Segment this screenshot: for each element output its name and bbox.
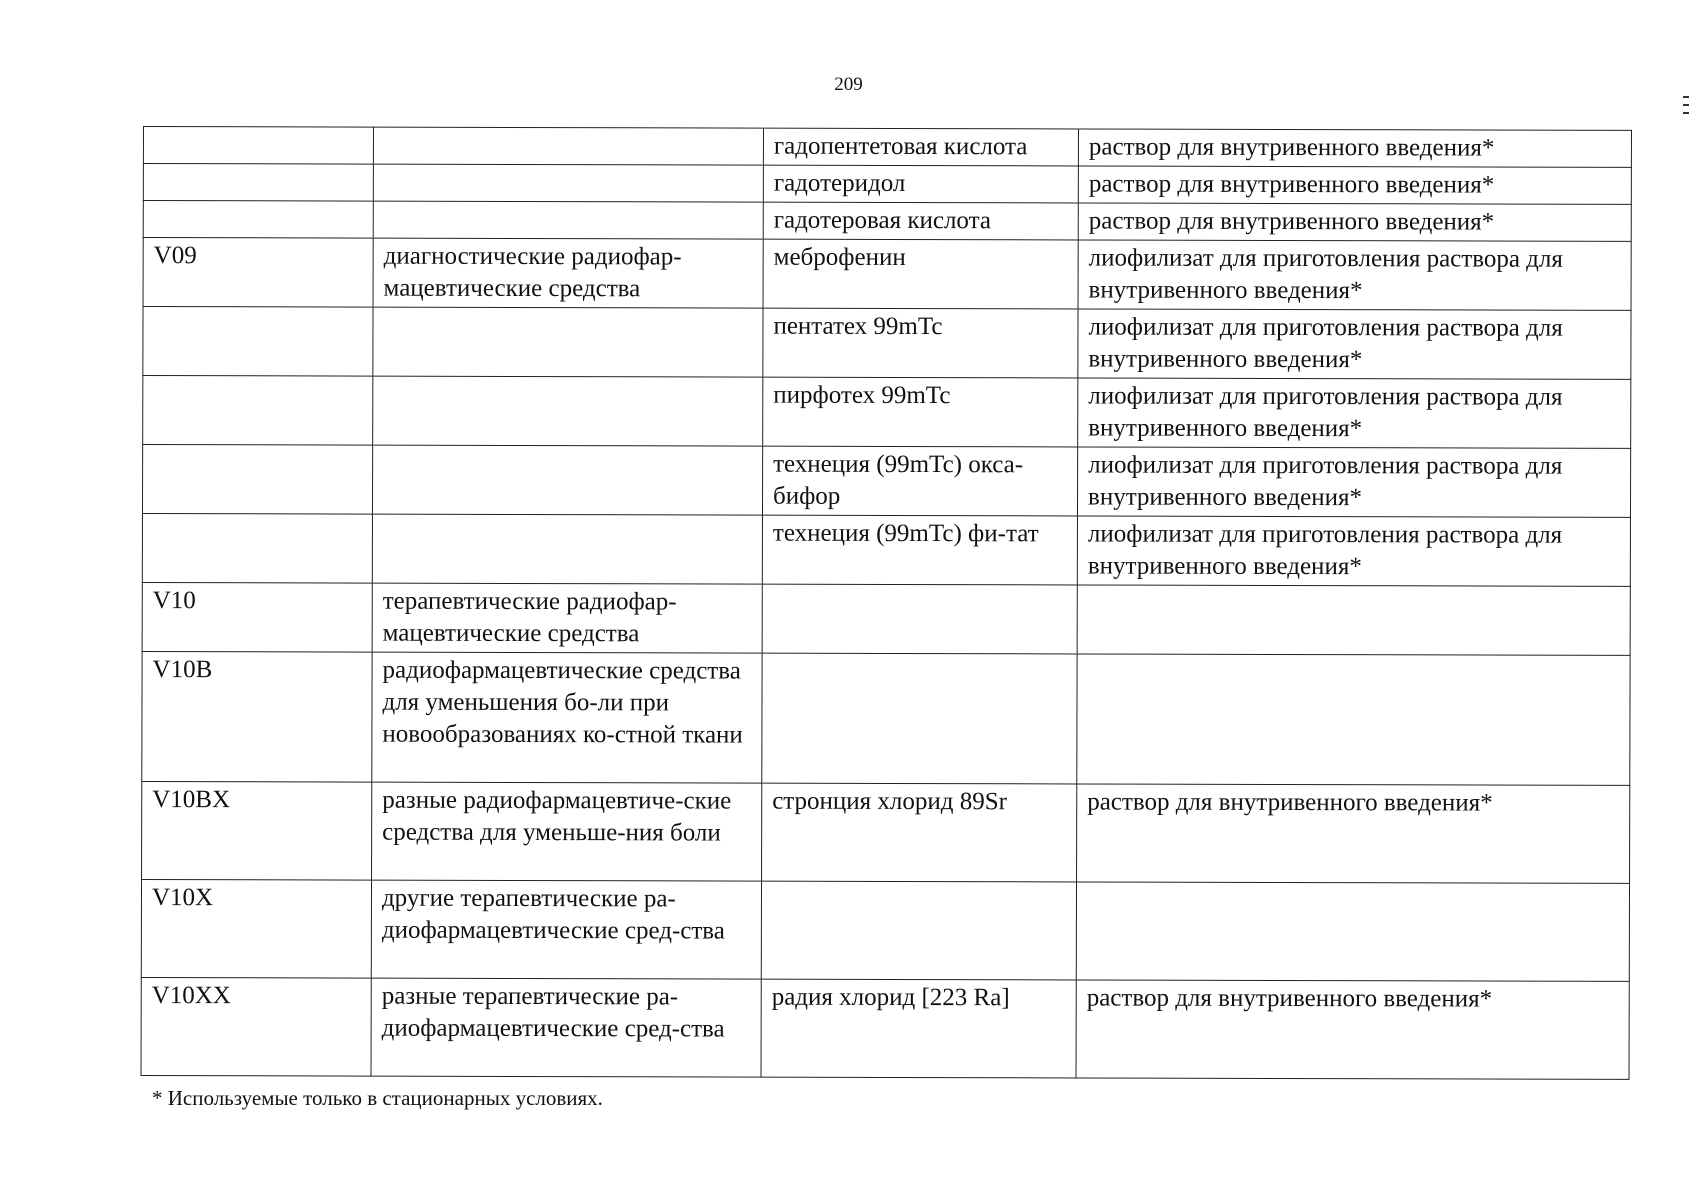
dosage-form-cell: раствор для внутривенного введения* bbox=[1078, 129, 1631, 167]
table-row bbox=[142, 651, 1630, 785]
dosage-form-cell: лиофилизат для приготовления раствора для внутривенного введения* bbox=[1078, 240, 1631, 310]
table-row bbox=[143, 201, 1631, 242]
table-row bbox=[141, 977, 1629, 1079]
drug-name-cell: пирфотех 99mTc bbox=[763, 377, 1078, 447]
drug-table bbox=[141, 126, 1632, 1080]
group-name-cell: диагностические радиофар-мацевтические средства bbox=[373, 238, 763, 308]
atc-code-cell: V10B bbox=[142, 651, 372, 782]
drug-name-cell: гадотеровая кислота bbox=[763, 202, 1078, 240]
table-row bbox=[143, 127, 1631, 168]
table-row bbox=[142, 781, 1630, 883]
footnote: * Используемые только в стационарных условиях. bbox=[152, 1086, 603, 1110]
dosage-form-cell: лиофилизат для приготовления раствора для внутривенного введения* bbox=[1078, 378, 1631, 448]
scan-margin-marks bbox=[1683, 96, 1689, 120]
dosage-form-cell: раствор для внутривенного введения* bbox=[1078, 203, 1631, 241]
group-name-cell bbox=[373, 307, 763, 377]
dosage-form-cell: раствор для внутривенного введения* bbox=[1078, 166, 1631, 204]
dosage-form-cell bbox=[1076, 882, 1629, 981]
atc-code-cell bbox=[143, 376, 373, 446]
drug-name-cell: радия хлорид [223 Ra] bbox=[761, 979, 1076, 1078]
table-row bbox=[143, 238, 1631, 311]
atc-code-cell: V10XX bbox=[141, 977, 371, 1076]
table-row bbox=[141, 879, 1629, 981]
group-name-cell: разные терапевтические ра-диофармацевтические сред-ства bbox=[371, 978, 761, 1077]
atc-code-cell: V10 bbox=[142, 582, 372, 652]
dosage-form-cell: лиофилизат для приготовления раствора для внутривенного введения* bbox=[1077, 516, 1630, 586]
group-name-cell bbox=[373, 164, 763, 202]
dosage-form-cell bbox=[1077, 585, 1630, 655]
dosage-form-cell bbox=[1077, 654, 1630, 785]
drug-name-cell bbox=[762, 584, 1077, 654]
drug-name-cell bbox=[761, 881, 1076, 980]
drug-name-cell: технеция (99mTc) окса-бифор bbox=[762, 446, 1077, 516]
drug-name-cell: стронция хлорид 89Sr bbox=[762, 783, 1077, 882]
table-row bbox=[142, 445, 1630, 518]
drug-name-cell: технеция (99mTc) фи-тат bbox=[762, 515, 1077, 585]
group-name-cell bbox=[373, 127, 763, 165]
table-row bbox=[143, 307, 1631, 380]
table-row bbox=[142, 514, 1630, 587]
drug-name-cell: гадотеридол bbox=[763, 165, 1078, 203]
page-number: 209 bbox=[834, 74, 863, 95]
group-name-cell bbox=[373, 201, 763, 239]
table-row bbox=[143, 164, 1631, 205]
dosage-form-cell: раствор для внутривенного введения* bbox=[1077, 784, 1630, 883]
group-name-cell bbox=[373, 376, 763, 446]
atc-code-cell bbox=[142, 514, 372, 584]
atc-code-cell bbox=[143, 307, 373, 377]
atc-code-cell: V10BX bbox=[142, 781, 372, 880]
group-name-cell: разные радиофармацевтиче-ские средства для уменьше-ния боли bbox=[372, 782, 762, 881]
table-row bbox=[143, 376, 1631, 449]
atc-code-cell bbox=[142, 445, 372, 515]
atc-code-cell: V09 bbox=[143, 238, 373, 308]
group-name-cell: другие терапевтические ра-диофармацевтические сред-ства bbox=[371, 880, 761, 979]
group-name-cell: терапевтические радиофар-мацевтические средства bbox=[372, 583, 762, 653]
drug-name-cell: гадопентетовая кислота bbox=[763, 128, 1078, 166]
drug-name-cell: пентатех 99mTc bbox=[763, 308, 1078, 378]
table-row bbox=[142, 582, 1630, 655]
dosage-form-cell: раствор для внутривенного введения* bbox=[1076, 980, 1629, 1079]
atc-code-cell bbox=[143, 164, 373, 202]
dosage-form-cell: лиофилизат для приготовления раствора для внутривенного введения* bbox=[1077, 447, 1630, 517]
dosage-form-cell: лиофилизат для приготовления раствора для внутривенного введения* bbox=[1078, 309, 1631, 379]
drug-name-cell: меброфенин bbox=[763, 239, 1078, 309]
drug-name-cell bbox=[762, 653, 1077, 784]
atc-code-cell: V10X bbox=[141, 879, 371, 978]
group-name-cell bbox=[372, 514, 762, 584]
atc-code-cell bbox=[143, 127, 373, 165]
group-name-cell bbox=[372, 445, 762, 515]
atc-code-cell bbox=[143, 201, 373, 239]
group-name-cell: радиофармацевтические средства для уменьшения бо-ли при новообразованиях ко-стной ткани bbox=[372, 652, 762, 783]
